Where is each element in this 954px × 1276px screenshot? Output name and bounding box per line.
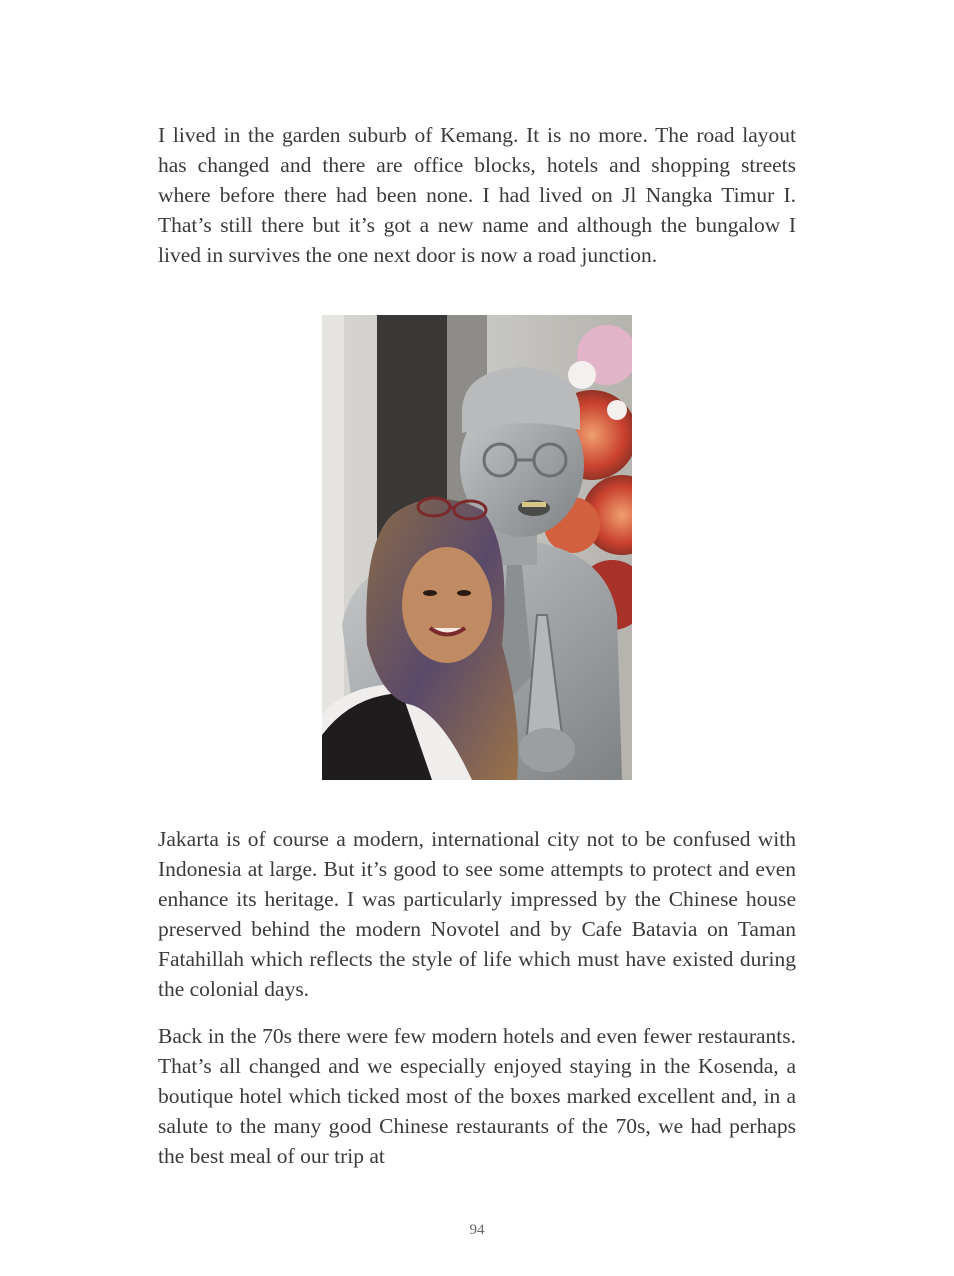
paragraph-jakarta-heritage: Jakarta is of course a modern, international city not to be confused with Indonesia at large. But it’s good to see some attempts to protect and even enhance its heritage. I was particularly impressed by the Chinese house preserved behind the modern Novotel and by Cafe Batavia on Taman Fatahillah which reflects the style of life which must have existed during the colonial days. [158, 827, 796, 1001]
page-number: 94 [469, 1222, 485, 1238]
photo-woman-with-silver-statue [322, 315, 632, 780]
paragraph-hotels-restaurants: Back in the 70s there were few modern hotels and even fewer restaurants. That’s all changed and we especially enjoyed staying in the Kosenda, a boutique hotel which ticked most of the boxes marked excellent and, in a salute to the many good Chinese restaurants of the 70s, we had perhaps the best meal of our trip at [158, 1024, 796, 1168]
paragraph-kemang: I lived in the garden suburb of Kemang. It is no more. The road layout has changed and there are office blocks, hotels and shopping streets where before there had been none. I had lived on Jl Nangka Timur I. That’s still there but it’s got a new name and although the bungalow I lived in survives the one next door is now a road junction. [158, 123, 796, 267]
